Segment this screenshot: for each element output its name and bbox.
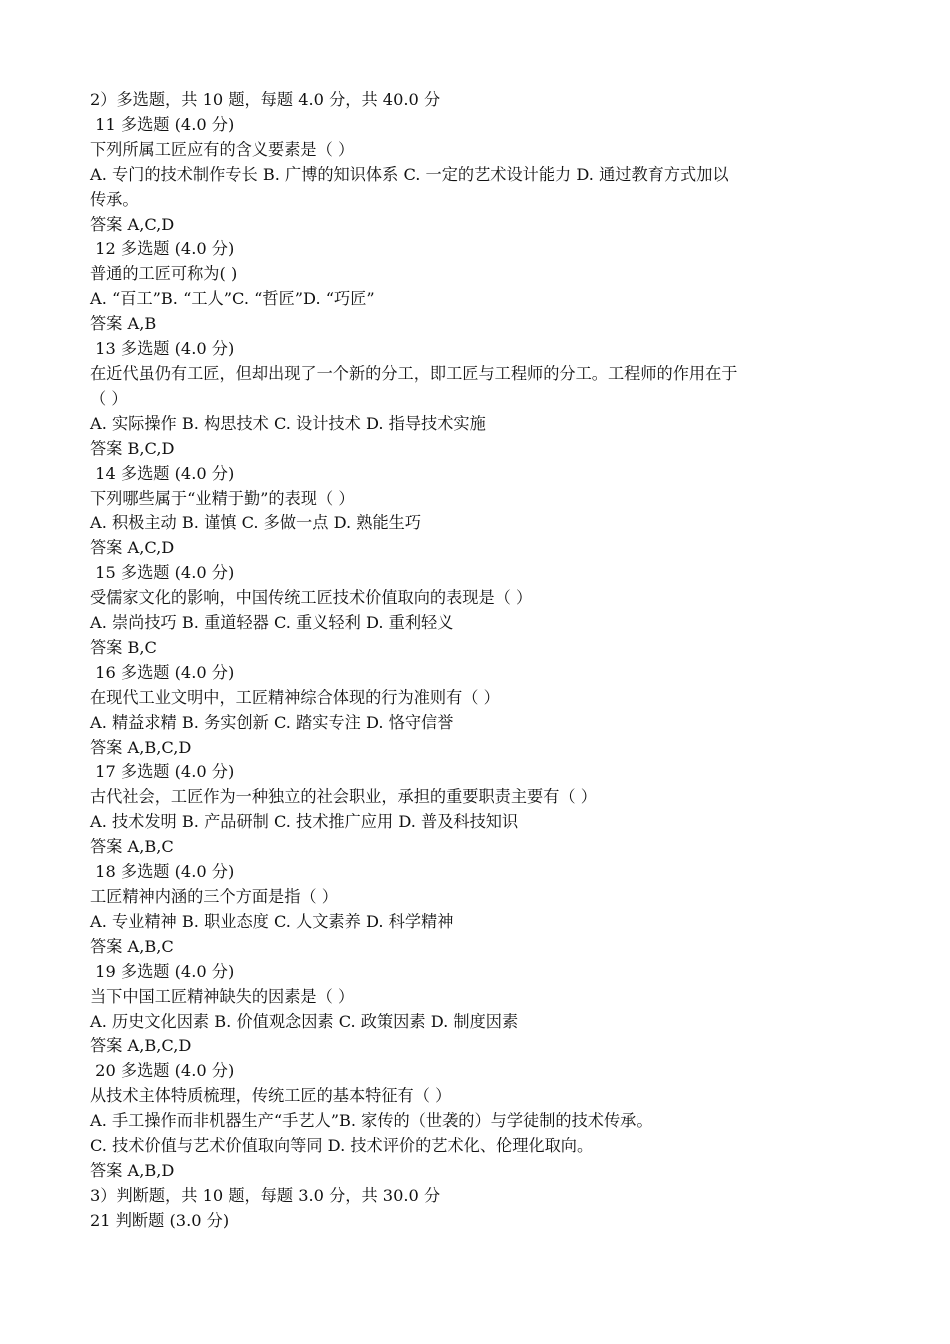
- question-text: 从技术主体特质梳理，传统工匠的基本特征有（ ）: [90, 1086, 452, 1106]
- answer-text: 答案 A,B,C,D: [90, 737, 192, 757]
- question-text: 古代社会，工匠作为一种独立的社会职业，承担的重要职责主要有（ ）: [90, 787, 597, 807]
- question-header: 11 多选题 (4.0 分): [90, 114, 235, 134]
- answer-text: 答案 B,C: [90, 637, 157, 657]
- question-options: A. 手工操作而非机器生产“手艺人”B. 家传的（世袭的）与学徒制的技术传承。: [90, 1111, 653, 1131]
- answer-text: 答案 A,B,D: [90, 1160, 175, 1180]
- question-header: 19 多选题 (4.0 分): [90, 961, 235, 981]
- question-options: A. 积极主动 B. 谨慎 C. 多做一点 D. 熟能生巧: [90, 513, 422, 533]
- question-text: 下列哪些属于“业精于勤”的表现（ ）: [90, 488, 355, 508]
- question-options: A. 实际操作 B. 构思技术 C. 设计技术 D. 指导技术实施: [90, 413, 486, 433]
- question-text: 工匠精神内涵的三个方面是指（ ）: [90, 887, 338, 906]
- answer-text: 答案 A,B: [90, 314, 157, 334]
- document-page: [90, 88, 870, 1234]
- question-text: 在现代工业文明中，工匠精神综合体现的行为准则有（ ）: [90, 687, 500, 707]
- question-header: 16 多选题 (4.0 分): [90, 662, 235, 682]
- question-text: 当下中国工匠精神缺失的因素是（ ）: [90, 986, 355, 1006]
- answer-text: 答案 A,C,D: [90, 538, 175, 558]
- question-header: 18 多选题 (4.0 分): [90, 862, 235, 882]
- question-options-continued: 传承。: [90, 189, 139, 209]
- question-header: 15 多选题 (4.0 分): [90, 563, 235, 583]
- answer-text: 答案 A,B,C,D: [90, 1036, 192, 1056]
- question-options-continued: C. 技术价值与艺术价值取向等同 D. 技术评价的艺术化、伦理化取向。: [90, 1136, 594, 1156]
- question-text: 受儒家文化的影响，中国传统工匠技术价值取向的表现是（ ）: [90, 588, 533, 608]
- question-options: A. 专业精神 B. 职业态度 C. 人文素养 D. 科学精神: [90, 911, 454, 931]
- question-header: 21 判断题 (3.0 分): [90, 1210, 230, 1230]
- question-options: A. “百工”B. “工人”C. “哲匠”D. “巧匠”: [90, 289, 375, 309]
- section-heading: 3）判断题，共 10 题，每题 3.0 分，共 30.0 分: [90, 1185, 441, 1205]
- question-header: 20 多选题 (4.0 分): [90, 1061, 235, 1081]
- section-heading: 2）多选题，共 10 题，每题 4.0 分，共 40.0 分: [90, 90, 441, 109]
- answer-text: 答案 A,C,D: [90, 214, 175, 234]
- question-options: A. 历史文化因素 B. 价值观念因素 C. 政策因素 D. 制度因素: [90, 1011, 519, 1031]
- question-text: 普通的工匠可称为( ): [90, 264, 238, 284]
- question-options: A. 精益求精 B. 务实创新 C. 踏实专注 D. 恪守信誉: [90, 712, 454, 732]
- answer-text: 答案 B,C,D: [90, 438, 175, 458]
- question-text: 下列所属工匠应有的含义要素是（ ）: [90, 139, 355, 159]
- question-header: 14 多选题 (4.0 分): [90, 463, 235, 483]
- answer-text: 答案 A,B,C: [90, 936, 174, 956]
- answer-text: 答案 A,B,C: [90, 837, 174, 857]
- question-header: 17 多选题 (4.0 分): [90, 762, 235, 782]
- question-header: 12 多选题 (4.0 分): [90, 239, 235, 259]
- question-text-continued: （ ）: [90, 388, 128, 408]
- question-text: 在近代虽仍有工匠，但却出现了一个新的分工，即工匠与工程师的分工。工程师的作用在于: [90, 363, 738, 383]
- question-header: 13 多选题 (4.0 分): [90, 339, 235, 359]
- question-options: A. 技术发明 B. 产品研制 C. 技术推广应用 D. 普及科技知识: [90, 812, 519, 832]
- question-options: A. 崇尚技巧 B. 重道轻器 C. 重义轻利 D. 重利轻义: [90, 613, 454, 633]
- question-options: A. 专门的技术制作专长 B. 广博的知识体系 C. 一定的艺术设计能力 D. 通过教育方式加以: [90, 164, 729, 184]
